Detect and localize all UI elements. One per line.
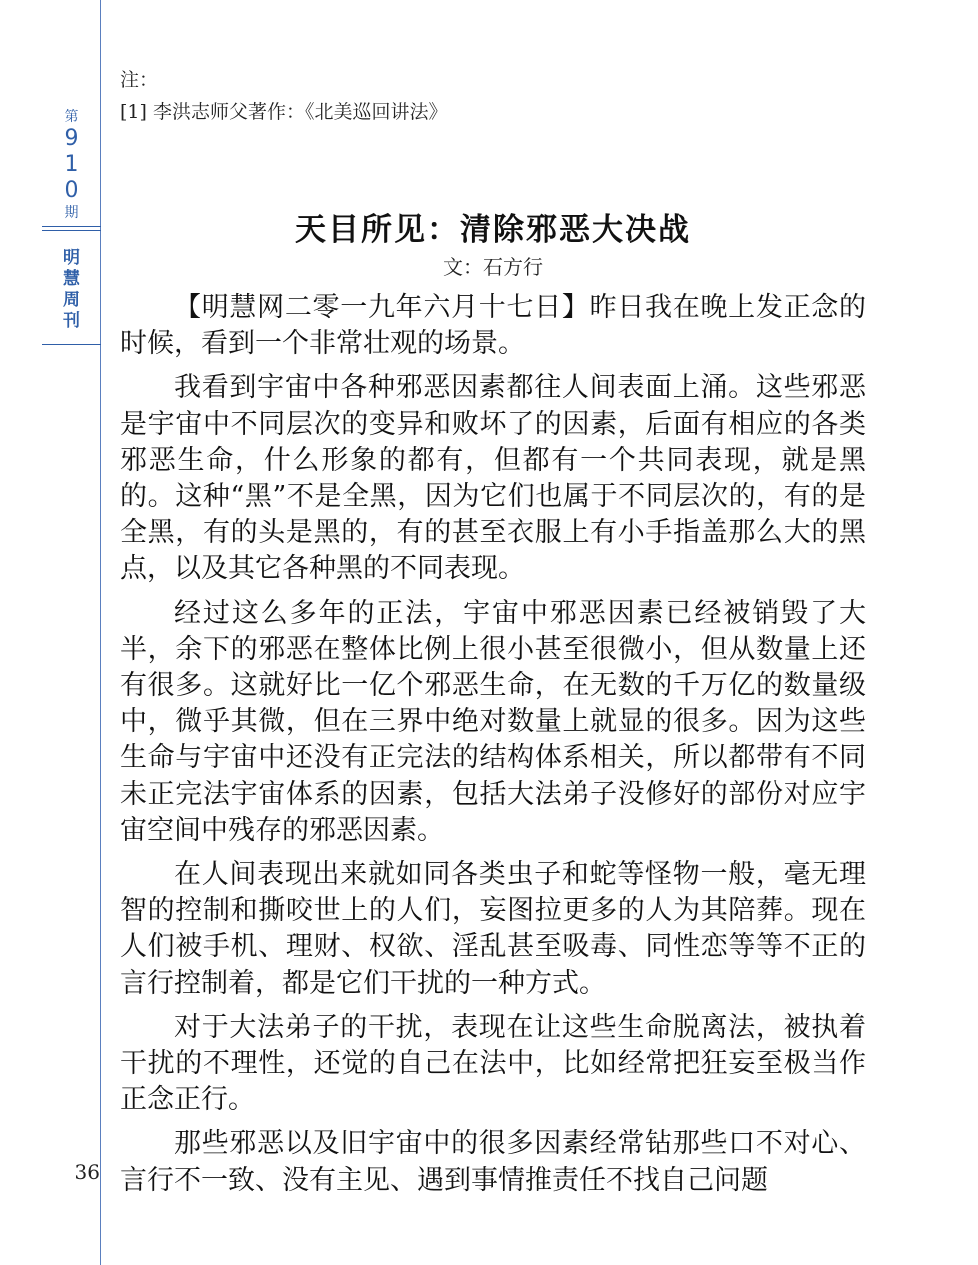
brand-char: 周 [63,290,80,310]
issue-digit: 0 [64,178,79,203]
article-paragraph: 那些邪恶以及旧宇宙中的很多因素经常钻那些口不对心、言行不一致、没有主见、遇到事情推责任不找自己问题 [120,1128,866,1196]
sidebar-rule-bottom [42,344,101,345]
sidebar-rule-top [42,226,101,227]
note-item: [1] 李洪志师父著作：《北美巡回讲法》 [120,101,448,123]
page-content [120,60,866,1207]
article-paragraph: 经过这么多年的正法，宇宙中邪恶因素已经被销毁了大半，余下的邪恶在整体比例上很小甚至很微小，但从数量上还有很多。这就好比一亿个邪恶生命，在无数的千万亿的数量级中，微乎其微，但在三界中绝对数量上就显的很多。因为这些生命与宇宙中还没有正完法的结构体系相关，所以都带有不同未正完法宇宙体系的因素，包括大法弟子没修好的部份对应宇宙空间中残存的邪恶因素。 [120,597,866,846]
article-paragraph: 【明慧网二零一九年六月十七日】昨日我在晚上发正念的时候，看到一个非常壮观的场景。 [120,292,866,360]
article-byline: 文：石方行 [443,255,543,279]
brand-char: 刊 [63,311,80,331]
issue-suffix: 期 [64,205,79,221]
issue-digit: 9 [64,126,79,151]
article-paragraph: 我看到宇宙中各种邪恶因素都往人间表面上涌。这些邪恶是宇宙中不同层次的变异和败坏了的因素，后面有相应的各类邪恶生命，什么形象的都有，但都有一个共同表现，就是黑的。这种“黑”不是全黑，因为它们也属于不同层次的，有的是全黑，有的头是黑的，有的甚至衣服上有小手指盖那么大的黑点，以及其它各种黑的不同表现。 [120,372,866,585]
notes-label: 注： [120,69,159,91]
publication-name [42,248,101,332]
article-title: 天目所见：清除邪恶大决战 [295,212,691,248]
issue-digit: 1 [64,152,79,177]
article-paragraph: 对于大法弟子的干扰，表现在让这些生命脱离法，被执着干扰的不理性，还觉的自己在法中，比如经常把狂妄至极当作正念正行。 [120,1011,866,1116]
article-paragraph: 在人间表现出来就如同各类虫子和蛇等怪物一般，毫无理智的控制和撕咬世上的人们，妄图拉更多的人为其陪葬。现在人们被手机、理财、权欲、淫乱甚至吸毒、同性恋等等不正的言行控制着，都是它们干扰的一种方式。 [120,859,866,999]
page-number: 36 [74,1160,100,1184]
issue-prefix: 第 [64,109,79,125]
brand-char: 慧 [63,269,80,289]
sidebar-rule-top-double [42,230,101,231]
brand-char: 明 [63,248,80,268]
